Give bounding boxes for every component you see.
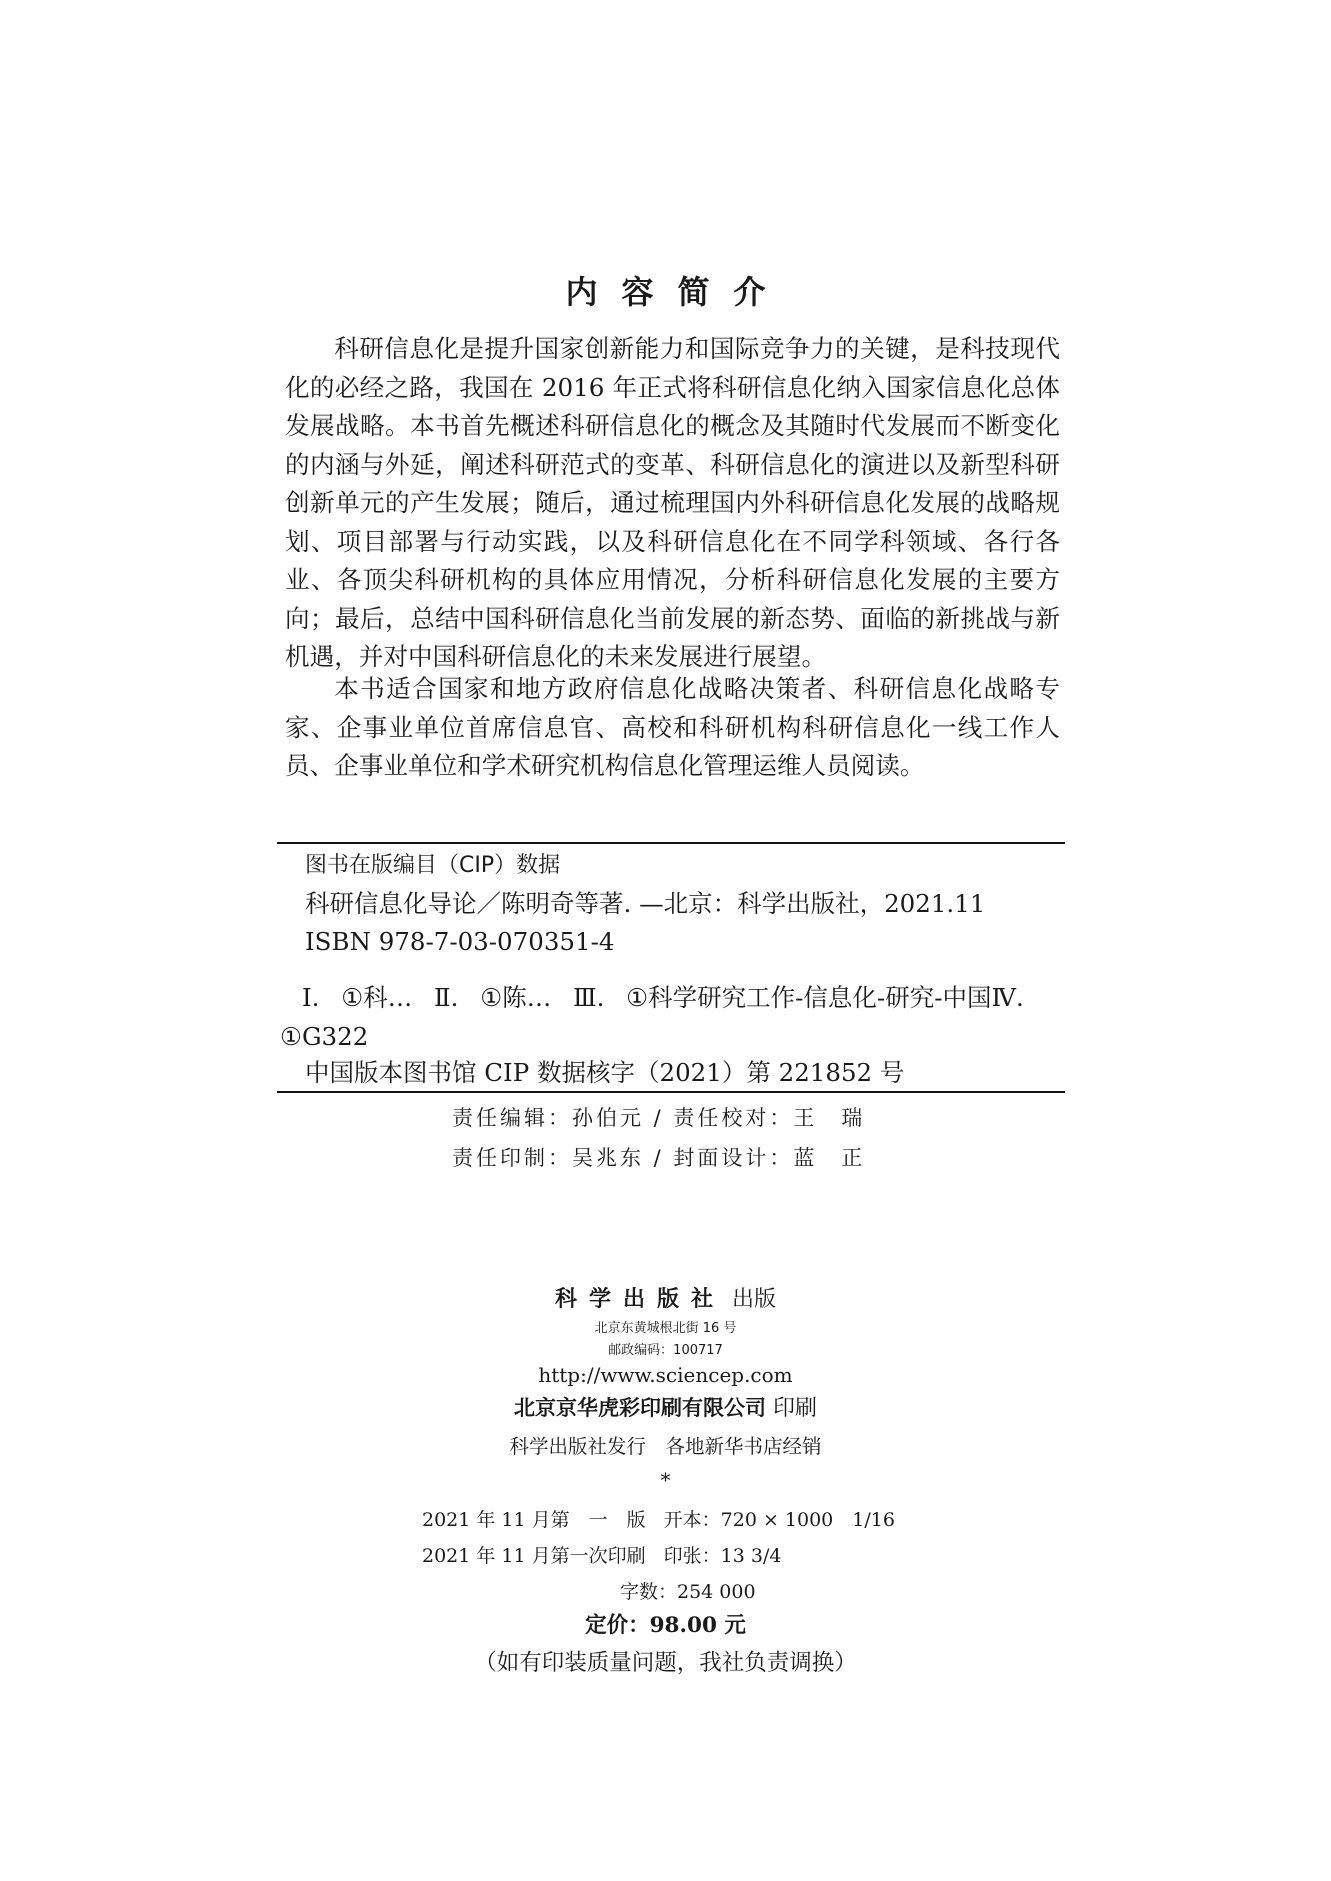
production-cover-credits: 责任印制：吴兆东 / 封面设计：蓝 正 bbox=[452, 1146, 866, 1170]
cip-bibliographic-entry: 科研信息化导论／陈明奇等著. —北京：科学出版社，2021.11 bbox=[305, 889, 986, 918]
cip-heading: 图书在版编目（CIP）数据 bbox=[305, 853, 561, 878]
separator-star: * bbox=[660, 1468, 671, 1492]
cip-isbn: ISBN 978-7-03-070351-4 bbox=[305, 927, 615, 956]
publisher-line bbox=[0, 1285, 1331, 1315]
printing-line bbox=[422, 1542, 781, 1570]
edition-date: 2021 年 11 月第 一 版 bbox=[422, 1509, 646, 1531]
publisher-address: 北京东黄城根北街 16 号 bbox=[594, 1321, 737, 1336]
printer-line bbox=[0, 1393, 1331, 1424]
cip-top-rule bbox=[277, 842, 1065, 844]
cip-classification: Ⅰ. ①科… Ⅱ. ①陈… Ⅲ. ①科学研究工作-信息化-研究-中国Ⅳ. ①G322 bbox=[280, 983, 1024, 1051]
cip-bottom-rule bbox=[277, 1091, 1065, 1093]
exchange-note: （如有印装质量问题，我社负责调换） bbox=[474, 1650, 857, 1676]
edition-line bbox=[422, 1506, 895, 1534]
summary-paragraph: 科研信息化是提升国家创新能力和国际竞争力的关键，是科技现代化的必经之路，我国在 2016 年正式将科研信息化纳入国家信息化总体发展战略。本书首先概述科研信息化的概念及其随时代发展而不断变化的内涵与外延，阐述科研范式的变革、科研信息化的演进以及新型科研创新单元的产生发展；随后，通过梳理国内外科研信息化发展的战略规划、项目部署与行动实践，以及科研信息化在不同学科领域、各行各业、各顶尖科研机构的具体应用情况，分析科研信息化发展的主要方向；最后，总结中国科研信息化当前发展的新态势、面临的新挑战与新机遇，并对中国科研信息化的未来发展进行展望。 bbox=[285, 334, 1060, 671]
printer-name: 北京京华虎彩印刷有限公司 bbox=[514, 1396, 766, 1420]
publisher-postcode: 邮政编码：100717 bbox=[608, 1343, 723, 1358]
audience-paragraph: 本书适合国家和地方政府信息化战略决策者、科研信息化战略专家、企事业单位首席信息官、高校和科研机构科研信息化一线工作人员、企事业单位和学术研究机构信息化管理运维人员阅读。 bbox=[285, 674, 1060, 780]
price: 定价：98.00 元 bbox=[585, 1613, 746, 1638]
publisher-suffix: 出版 bbox=[725, 1287, 776, 1312]
printed-sheets: 印张：13 3/4 bbox=[663, 1545, 782, 1567]
publisher-name: 科学出版社 bbox=[554, 1287, 725, 1312]
printer-suffix: 印刷 bbox=[766, 1396, 817, 1421]
printing-date: 2021 年 11 月第一次印刷 bbox=[422, 1545, 646, 1567]
book-format: 开本：720 × 1000 1/16 bbox=[663, 1509, 895, 1531]
summary-title: 内容简介 bbox=[565, 273, 790, 311]
editor-proofreader-credits: 责任编辑：孙伯元 / 责任校对：王 瑞 bbox=[452, 1106, 866, 1130]
distribution-line: 科学出版社发行 各地新华书店经销 bbox=[509, 1435, 822, 1458]
word-count: 字数：254 000 bbox=[620, 1581, 756, 1603]
publisher-url: http://www.sciencep.com bbox=[538, 1363, 793, 1387]
cip-record-number: 中国版本图书馆 CIP 数据核字（2021）第 221852 号 bbox=[305, 1058, 905, 1087]
